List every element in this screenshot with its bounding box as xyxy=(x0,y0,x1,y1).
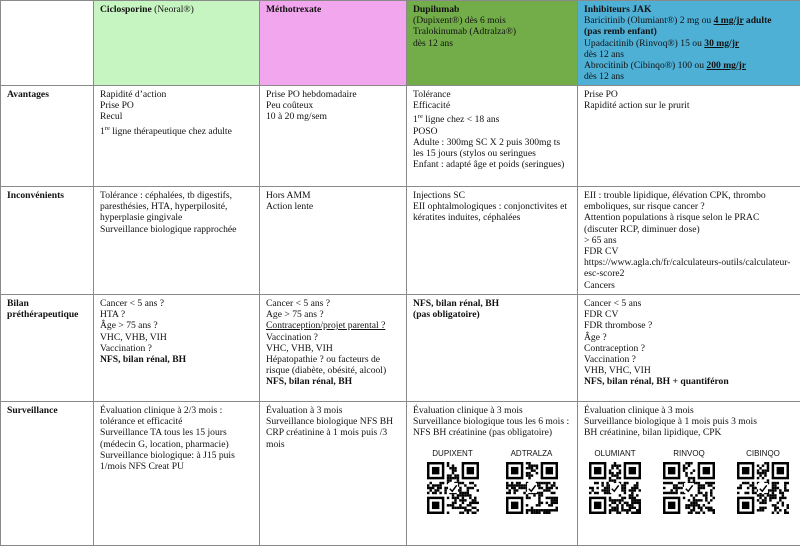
row-inconvenients xyxy=(1,187,800,295)
cell-line: Surveillance biologique à 1 mois puis 3 mois xyxy=(584,416,794,427)
drug-info-line: (pas remb enfant) xyxy=(584,26,794,37)
cell-ciclo-bilan xyxy=(94,295,260,402)
row-label: Avantages xyxy=(1,86,94,187)
cell-line: Cancer < 5 ans xyxy=(584,298,794,309)
cell-dupi-surveillance xyxy=(407,402,578,546)
text: ligne thérapeutique chez adulte xyxy=(110,126,232,137)
qr-cibinqo[interactable] xyxy=(734,449,792,514)
cell-line: VHB, VHC, VIH xyxy=(584,365,794,376)
cell-dupi-inconvenients xyxy=(407,187,578,295)
cell-line: NFS, bilan rénal, BH xyxy=(413,298,571,309)
cell-line: Hépatopathie ? ou facteurs de risque (diabète, obésité, alcool) xyxy=(266,354,400,376)
row-bilan xyxy=(1,295,800,402)
cell-line: Adulte : 300mg SC X 2 puis 300mg ts les 15 jours (stylos ou seringues xyxy=(413,137,571,159)
cell-jak-avantages xyxy=(578,86,800,187)
cell-ciclo-surveillance xyxy=(94,402,260,546)
row-label: Bilan préthérapeutique xyxy=(1,295,94,402)
qr-code-group xyxy=(584,449,794,514)
cell-line: Age > 75 ans ? xyxy=(266,309,400,320)
drug-name: Dupilumab xyxy=(413,4,571,15)
drug-name: Méthotrexate xyxy=(266,4,321,15)
cell-ciclo-inconvenients xyxy=(94,187,260,295)
cell-line: Vaccination ? xyxy=(266,332,400,343)
cell-line: Surveillance TA tous les 15 jours (médecin G, location, pharmacie) xyxy=(100,427,253,449)
cell-line: Tolérance xyxy=(413,89,571,100)
drug-name: Inhibiteurs JAK xyxy=(584,4,794,15)
cell-line: FDR CV xyxy=(584,309,794,320)
drug-info-line xyxy=(584,15,794,26)
qr-label: CIBINQO xyxy=(734,449,792,459)
qr-code-icon xyxy=(737,462,789,514)
qr-code-icon xyxy=(589,462,641,514)
cell-line: Prise PO xyxy=(100,100,253,111)
cell-line: Vaccination ? xyxy=(100,343,253,354)
cell-line: Contraception/projet parental ? xyxy=(266,320,400,331)
cell-line: Surveillance biologique rapprochée xyxy=(100,224,253,235)
cell-line: Hors AMM xyxy=(266,190,400,201)
cell-line: NFS, bilan rénal, BH xyxy=(266,376,400,387)
cell-metho-bilan xyxy=(260,295,407,402)
cell-line: Cancers xyxy=(584,280,794,291)
cell-line: Tolérance : céphalées, tb digestifs, paresthésies, HTA, hyperpilosité, hyperplasie gingivale xyxy=(100,190,253,224)
cell-line: Évaluation clinique à 2/3 mois : tolérance et efficacité xyxy=(100,405,253,427)
cell-line: FDR CV xyxy=(584,246,794,257)
cell-ciclo-avantages xyxy=(94,86,260,187)
text: Upadacitinib (Rinvoq®) 15 ou xyxy=(584,38,704,49)
text: ligne chez < 18 ans xyxy=(423,115,500,126)
cell-line: Attention populations à risque selon le PRAC (discuter RCP, diminuer dose) xyxy=(584,212,794,234)
row-surveillance xyxy=(1,402,800,546)
drug-info-line: dès 12 ans xyxy=(584,49,794,60)
superscript: re xyxy=(418,113,423,120)
cell-line: Surveillance biologique NFS BH xyxy=(266,416,400,427)
row-avantages xyxy=(1,86,800,187)
cell-line: VHC, VHB, VIH xyxy=(266,343,400,354)
cell-line: Recul xyxy=(100,111,253,122)
qr-olumiant[interactable] xyxy=(586,449,644,514)
drug-info-line: Tralokinumab (Adtralza®) xyxy=(413,26,571,37)
cell-line: Cancer < 5 ans ? xyxy=(266,298,400,309)
drug-info-line xyxy=(584,38,794,49)
cell-line: Rapidité d’action xyxy=(100,89,253,100)
cell-jak-surveillance xyxy=(578,402,800,546)
cell-line: > 65 ans xyxy=(584,235,794,246)
cell-line: Surveillance biologique tous les 6 mois : NFS BH créatinine (pas obligatoire) xyxy=(413,416,571,438)
text: Abrocitinib (Cibinqo®) 100 ou xyxy=(584,60,706,71)
cell-line: CRP créatinine à 1 mois puis /3 mois xyxy=(266,427,400,449)
cell-metho-avantages xyxy=(260,86,407,187)
qr-code-icon xyxy=(663,462,715,514)
cell-line: Rapidité action sur le prurit xyxy=(584,100,794,111)
drug-info-line: dès 12 ans xyxy=(584,71,794,82)
cell-line: NFS, bilan rénal, BH + quantiféron xyxy=(584,376,794,387)
cell-line: POSO xyxy=(413,126,571,137)
dose-highlight: 4 mg/jr xyxy=(714,15,744,26)
corner-cell xyxy=(1,1,94,86)
cell-line: EII : trouble lipidique, élévation CPK, thrombo emboliques, sur risque cancer ? xyxy=(584,190,794,212)
text: adulte xyxy=(744,15,772,26)
cell-line: Enfant : adapté âge et poids (seringues) xyxy=(413,159,571,170)
text: 1 xyxy=(100,126,105,137)
cell-line: VHC, VHB, VIH xyxy=(100,332,253,343)
cell-line: Âge ? xyxy=(584,332,794,343)
cell-line xyxy=(100,123,253,137)
cell-line: Surveillance biologique: à J15 puis 1/mois NFS Creat PU xyxy=(100,450,253,472)
cell-line: Action lente xyxy=(266,201,400,212)
cell-line: FDR thrombose ? xyxy=(584,320,794,331)
drug-name: Ciclosporine xyxy=(100,4,152,15)
cell-jak-inconvenients xyxy=(578,187,800,295)
cell-line: Cancer < 5 ans ? xyxy=(100,298,253,309)
cell-line: Peu coûteux xyxy=(266,100,400,111)
cell-line: NFS, bilan rénal, BH xyxy=(100,354,253,365)
drug-info-line: dès 12 ans xyxy=(413,38,571,49)
dose-highlight: 200 mg/jr xyxy=(706,60,746,71)
cell-line: HTA ? xyxy=(100,309,253,320)
cell-line: EII ophtalmologiques : conjonctivites et kératites induites, céphalées xyxy=(413,201,571,223)
qr-code-icon xyxy=(427,462,479,514)
row-label: Surveillance xyxy=(1,402,94,546)
drug-brand: (Neoral®) xyxy=(152,4,194,15)
qr-adtralza[interactable] xyxy=(503,449,561,514)
text: 1 xyxy=(413,115,418,126)
cell-line xyxy=(413,111,571,125)
cell-line: Âge > 75 ans ? xyxy=(100,320,253,331)
qr-label: RINVOQ xyxy=(660,449,718,459)
header-row xyxy=(1,1,800,86)
qr-label: DUPIXENT xyxy=(424,449,482,459)
cell-line: Évaluation à 3 mois xyxy=(266,405,400,416)
cell-metho-surveillance xyxy=(260,402,407,546)
superscript: re xyxy=(105,125,110,132)
qr-rinvoq[interactable] xyxy=(660,449,718,514)
cell-line: Évaluation clinique à 3 mois xyxy=(413,405,571,416)
qr-code-group xyxy=(413,449,571,514)
cell-metho-inconvenients xyxy=(260,187,407,295)
cell-line: BH créatinine, bilan lipidique, CPK xyxy=(584,427,794,438)
cell-line: Prise PO hebdomadaire xyxy=(266,89,400,100)
cell-line: Prise PO xyxy=(584,89,794,100)
header-ciclosporine xyxy=(94,1,260,86)
text: Baricitinib (Olumiant®) 2 mg ou xyxy=(584,15,714,26)
qr-dupixent[interactable] xyxy=(424,449,482,514)
row-label: Inconvénients xyxy=(1,187,94,295)
cell-line: 10 à 20 mg/sem xyxy=(266,111,400,122)
dose-highlight: 30 mg/jr xyxy=(704,38,739,49)
cell-line: Évaluation clinique à 3 mois xyxy=(584,405,794,416)
header-jak-inhibitors xyxy=(578,1,800,86)
qr-label: OLUMIANT xyxy=(586,449,644,459)
cell-jak-bilan xyxy=(578,295,800,402)
cell-line: Injections SC xyxy=(413,190,571,201)
cell-line: Efficacité xyxy=(413,100,571,111)
cell-line: (pas obligatoire) xyxy=(413,309,571,320)
qr-code-icon xyxy=(506,462,558,514)
cell-dupi-bilan xyxy=(407,295,578,402)
header-dupilumab xyxy=(407,1,578,86)
header-methotrexate xyxy=(260,1,407,86)
cell-line: https://www.agla.ch/fr/calculateurs-outils/calculateur-esc-score2 xyxy=(584,257,794,279)
drug-info-line xyxy=(584,60,794,71)
cell-line: Contraception ? xyxy=(584,343,794,354)
cell-line: Vaccination ? xyxy=(584,354,794,365)
qr-label: ADTRALZA xyxy=(503,449,561,459)
drug-info-line: (Dupixent®) dès 6 mois xyxy=(413,15,571,26)
cell-dupi-avantages xyxy=(407,86,578,187)
